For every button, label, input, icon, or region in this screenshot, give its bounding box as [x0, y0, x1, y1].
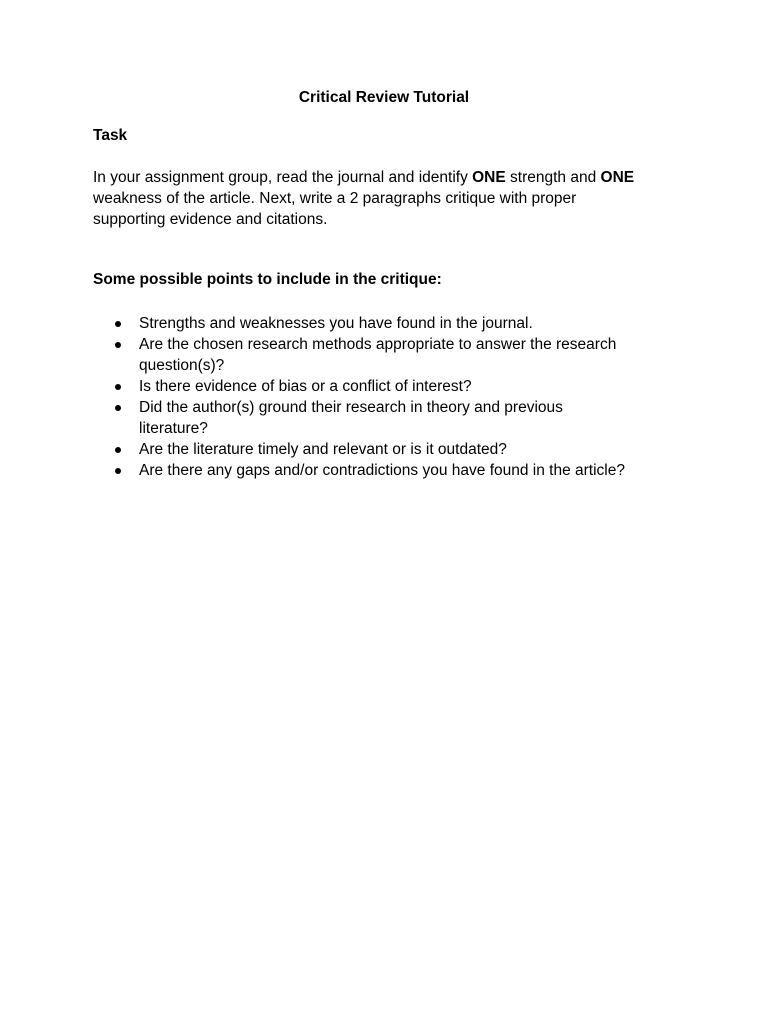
points-list	[93, 313, 693, 481]
list-item-text: Are the chosen research methods appropriate to answer the research	[139, 336, 617, 353]
task-line-3: supporting evidence and citations.	[93, 211, 328, 228]
task-text-1a: In your assignment group, read the journal and identify	[93, 169, 473, 186]
list-item-text: Did the author(s) ground their research in theory and previous	[139, 399, 563, 416]
list-item-text: Strengths and weaknesses you have found in the journal.	[139, 315, 533, 332]
list-item	[93, 376, 693, 397]
list-item	[93, 460, 693, 481]
list-item-text: Are the literature timely and relevant or is it outdated?	[139, 441, 507, 458]
bullet-icon	[115, 447, 121, 453]
task-paragraph	[93, 167, 683, 230]
list-item	[93, 334, 693, 376]
task-heading: Task	[93, 127, 128, 144]
list-item	[93, 313, 693, 334]
document-title: Critical Review Tutorial	[298, 89, 470, 106]
task-text-1c: strength and	[505, 169, 601, 186]
task-line-2: weakness of the article. Next, write a 2 paragraphs critique with proper	[93, 190, 577, 207]
list-item-text: Is there evidence of bias or a conflict of interest?	[139, 378, 472, 395]
list-item-text: literature?	[139, 420, 208, 437]
list-item	[93, 397, 693, 439]
bullet-icon	[115, 342, 121, 348]
task-line-1	[93, 167, 683, 188]
task-emphasis-one-2: ONE	[600, 169, 635, 186]
bullet-icon	[115, 321, 121, 327]
task-emphasis-one-1: ONE	[472, 169, 506, 186]
bullet-icon	[115, 468, 121, 474]
bullet-icon	[115, 384, 121, 390]
points-heading: Some possible points to include in the critique:	[93, 271, 442, 288]
bullet-icon	[115, 405, 121, 411]
list-item-text: Are there any gaps and/or contradictions you have found in the article?	[139, 462, 625, 479]
list-item	[93, 439, 693, 460]
list-item-text: question(s)?	[139, 357, 225, 374]
